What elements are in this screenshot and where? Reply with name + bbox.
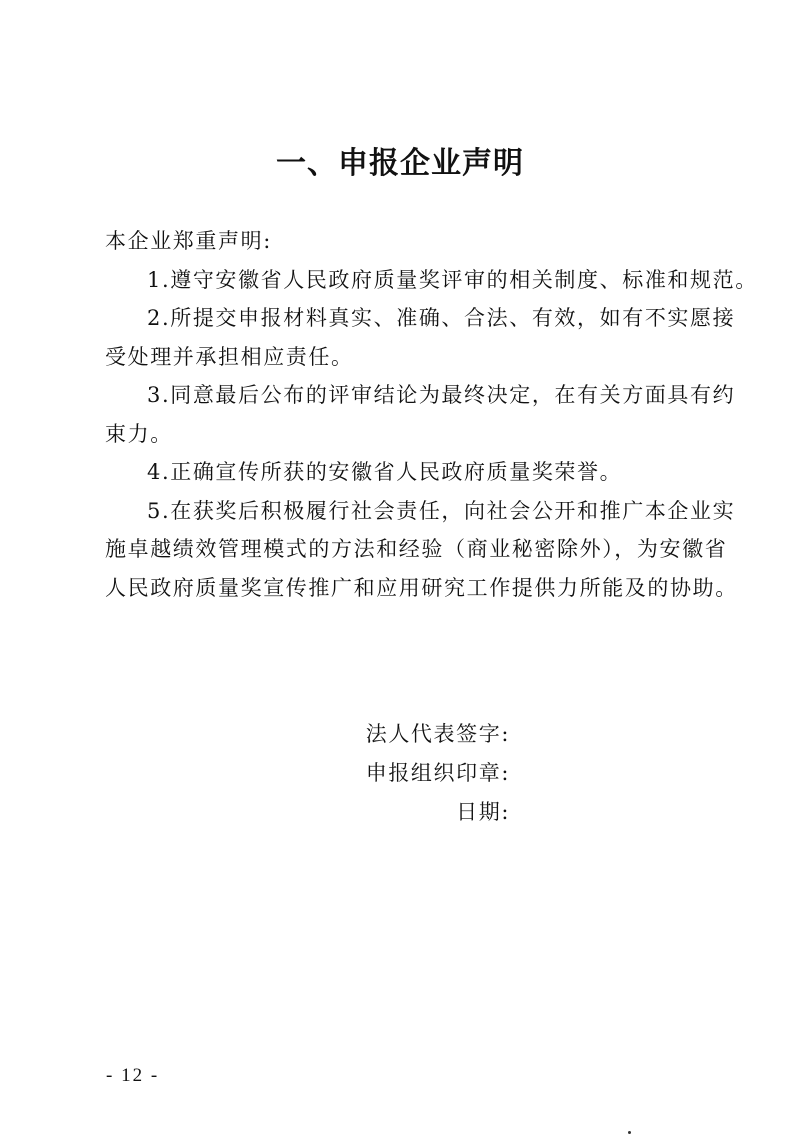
item-1-line-1: 1.遵守安徽省人民政府质量奖评审的相关制度、标准和规范。: [147, 267, 758, 292]
scan-speck: [628, 1131, 631, 1134]
item-2-line-1: 2.所提交申报材料真实、准确、合法、有效，如有不实愿接: [147, 306, 736, 330]
page-title: 一、申报企业声明: [276, 146, 524, 181]
legal-representative-signature-label: 法人代表签字:: [365, 722, 510, 746]
organization-seal-label: 申报组织印章:: [365, 761, 510, 785]
intro-line: 本企业郑重声明:: [105, 229, 272, 253]
item-3-line-1: 3.同意最后公布的评审结论为最终决定，在有关方面具有约: [147, 383, 736, 407]
item-5-line-3: 人民政府质量奖宣传推广和应用研究工作提供力所能及的协助。: [105, 575, 738, 600]
item-5-line-1: 5.在获奖后积极履行社会责任，向社会公开和推广本企业实: [147, 498, 736, 523]
item-5-line-2: 施卓越绩效管理模式的方法和经验（商业秘密除外），为安徽省: [105, 537, 728, 561]
item-2-line-2: 受处理并承担相应责任。: [105, 344, 354, 369]
item-4-line-1: 4.正确宣传所获的安徽省人民政府质量奖荣誉。: [147, 460, 623, 484]
page-number: - 12 -: [106, 1065, 160, 1086]
item-3-line-2: 束力。: [105, 421, 173, 446]
declaration-body: [105, 222, 758, 607]
date-label: 日期:: [456, 800, 510, 824]
